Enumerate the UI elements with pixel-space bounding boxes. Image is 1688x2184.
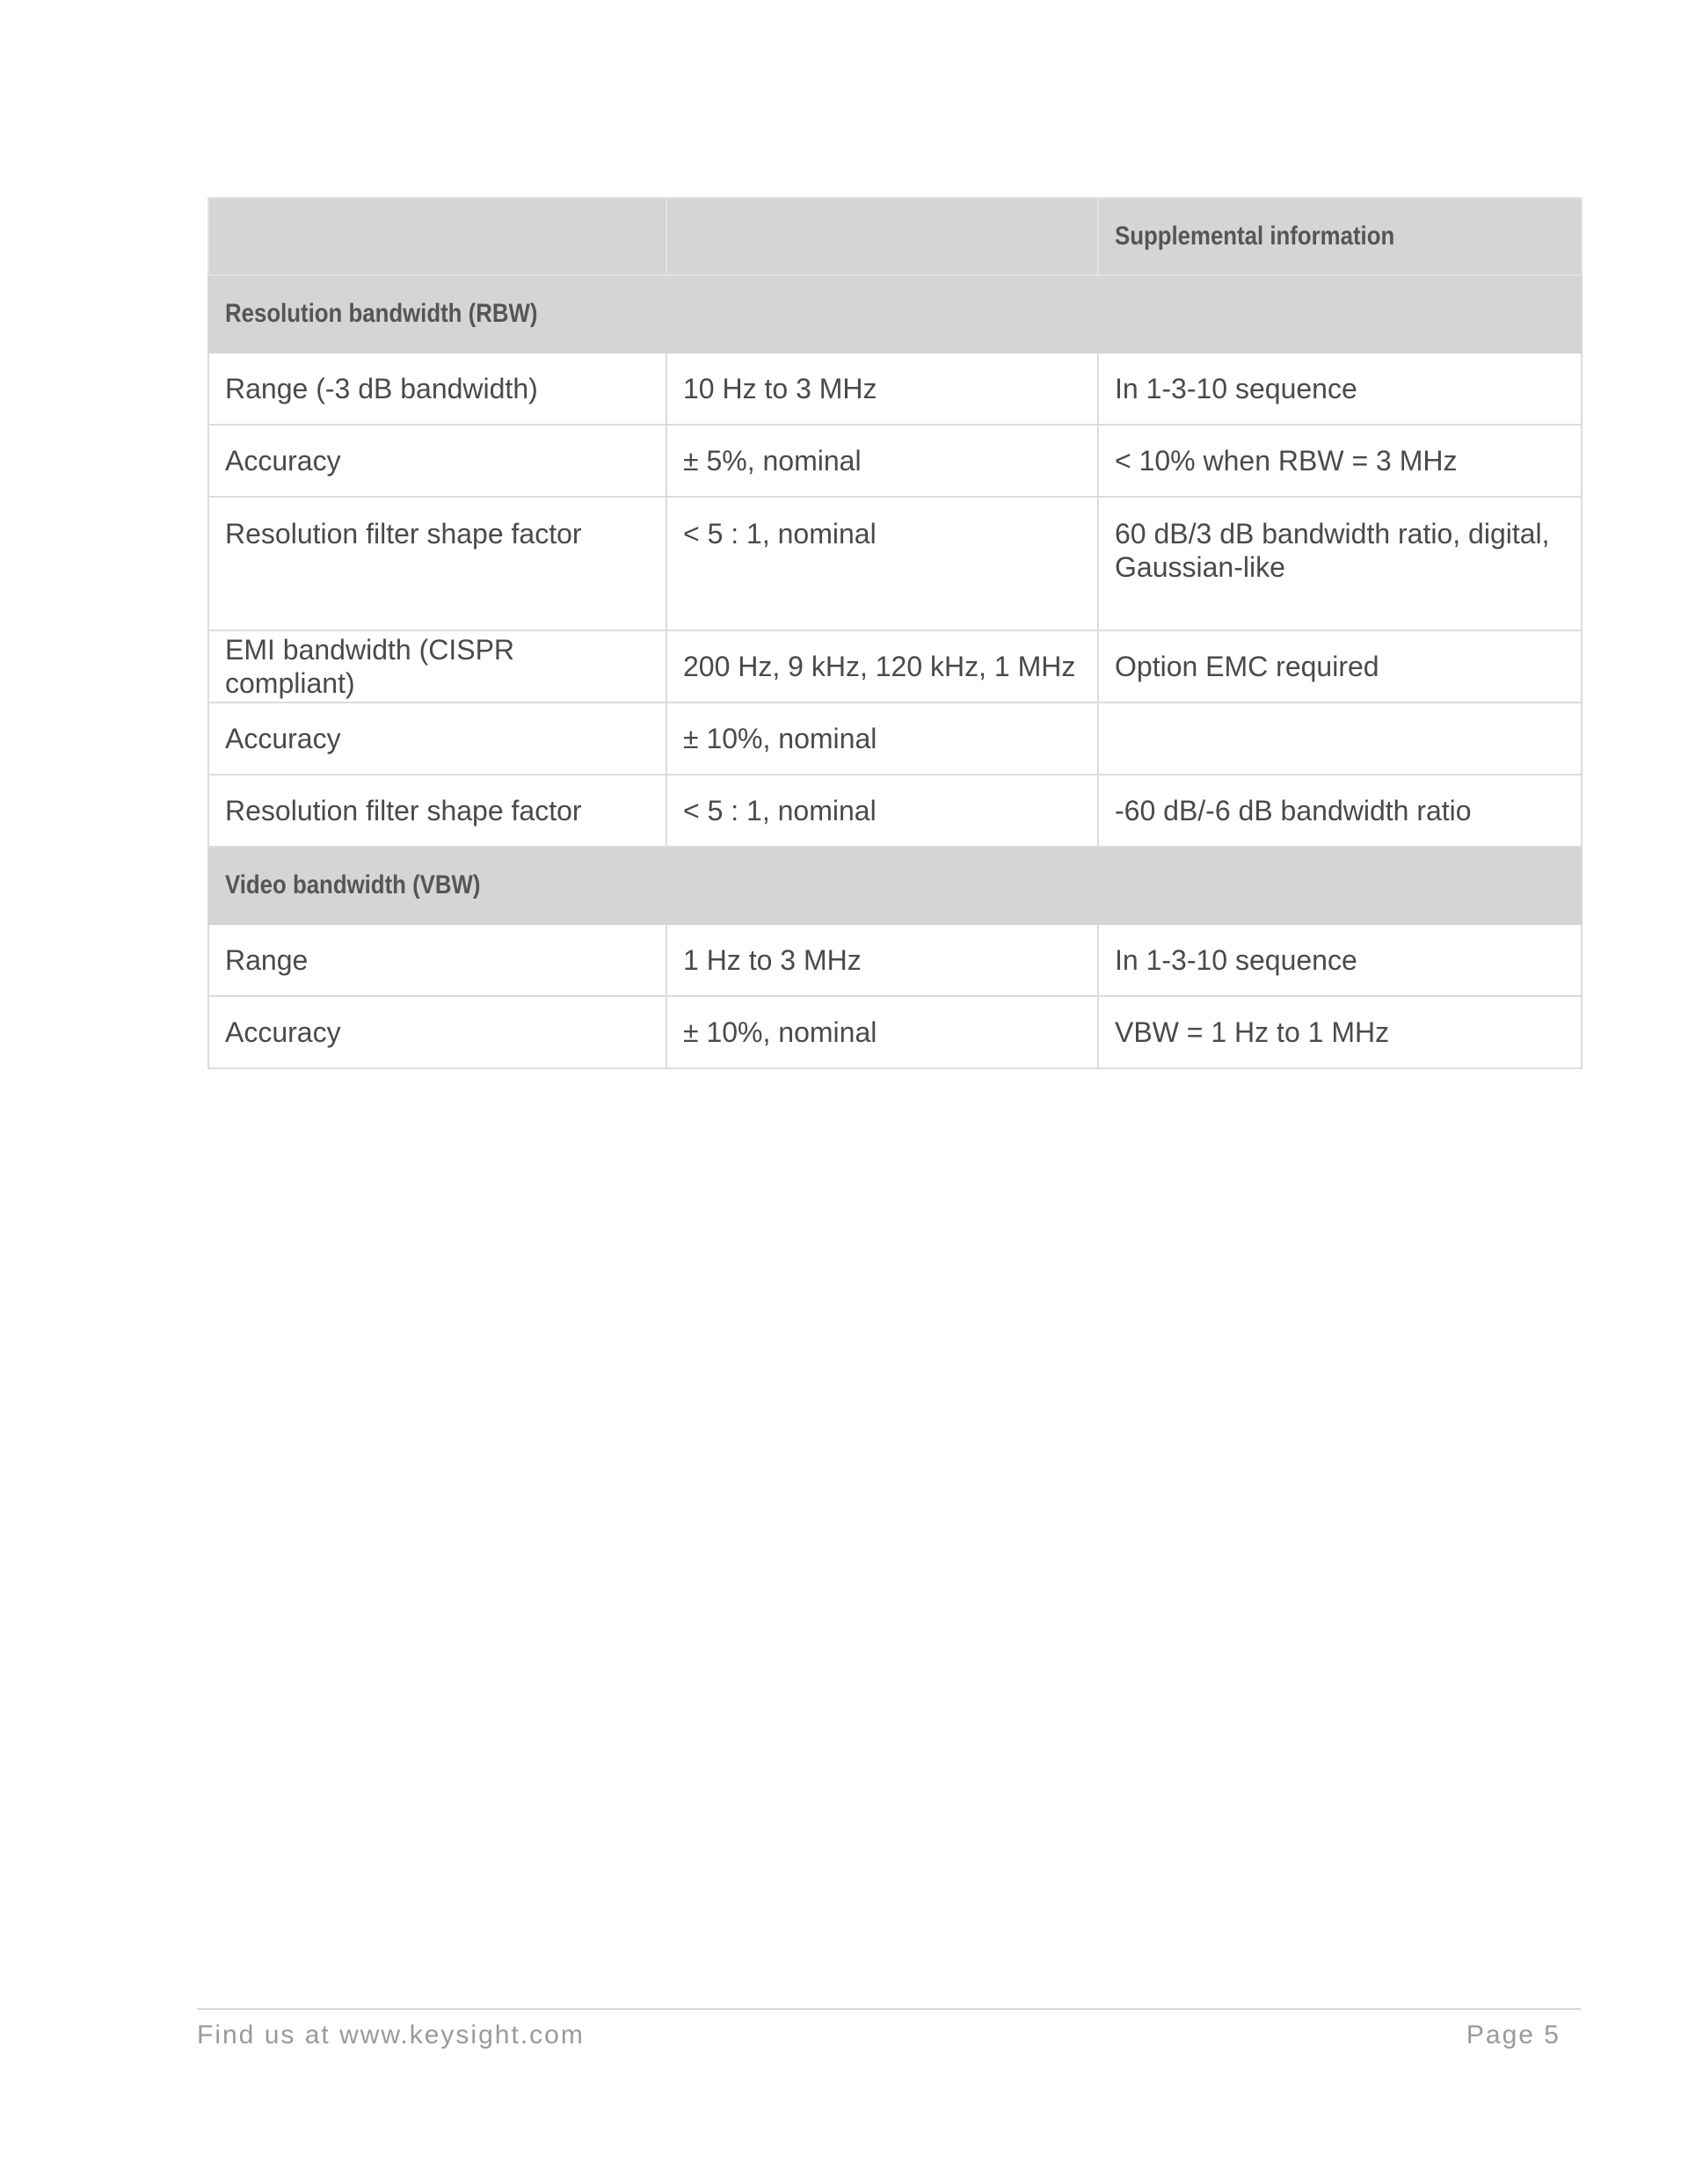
value-cell: 200 Hz, 9 kHz, 120 kHz, 1 MHz — [666, 630, 1098, 703]
footer-divider — [197, 2008, 1581, 2010]
parameter-cell: Resolution filter shape factor — [208, 497, 666, 630]
header-cell — [208, 198, 666, 275]
value-cell: ± 10%, nominal — [666, 996, 1098, 1068]
table-row — [208, 497, 1582, 630]
parameter-cell: Accuracy — [208, 996, 666, 1068]
footer-website-link[interactable]: Find us at www.keysight.com — [197, 2020, 585, 2049]
value-cell: ± 10%, nominal — [666, 703, 1098, 775]
parameter-cell: EMI bandwidth (CISPR compliant) — [208, 630, 666, 703]
supplemental-cell — [1098, 703, 1582, 775]
table-row — [208, 425, 1582, 497]
table-row — [208, 924, 1582, 996]
supplemental-cell: < 10% when RBW = 3 MHz — [1098, 425, 1582, 497]
header-cell — [666, 198, 1098, 275]
table-row — [208, 703, 1582, 775]
supplemental-cell: Option EMC required — [1098, 630, 1582, 703]
parameter-cell: Resolution filter shape factor — [208, 775, 666, 847]
table-row — [208, 353, 1582, 425]
table-header-row — [208, 198, 1582, 275]
section-row-vbw — [208, 847, 1582, 924]
parameter-cell: Accuracy — [208, 703, 666, 775]
table-row — [208, 775, 1582, 847]
page-number: Page 5 — [1466, 2020, 1561, 2049]
value-cell: 1 Hz to 3 MHz — [666, 924, 1098, 996]
supplemental-cell: 60 dB/3 dB bandwidth ratio, digital, Gaussian-like — [1098, 497, 1582, 630]
supplemental-cell: -60 dB/-6 dB bandwidth ratio — [1098, 775, 1582, 847]
supplemental-cell: VBW = 1 Hz to 1 MHz — [1098, 996, 1582, 1068]
section-title: Resolution bandwidth (RBW) — [208, 275, 1582, 353]
table-row — [208, 630, 1582, 703]
value-cell: < 5 : 1, nominal — [666, 775, 1098, 847]
supplemental-cell: In 1-3-10 sequence — [1098, 924, 1582, 996]
section-row-rbw — [208, 275, 1582, 353]
supplemental-information-label: Supplemental information — [1115, 222, 1395, 251]
parameter-cell: Accuracy — [208, 425, 666, 497]
value-cell: ± 5%, nominal — [666, 425, 1098, 497]
supplemental-cell: In 1-3-10 sequence — [1098, 353, 1582, 425]
section-title: Video bandwidth (VBW) — [208, 847, 1582, 924]
parameter-cell: Range — [208, 924, 666, 996]
value-cell: 10 Hz to 3 MHz — [666, 353, 1098, 425]
value-cell: < 5 : 1, nominal — [666, 497, 1098, 630]
parameter-cell: Range (-3 dB bandwidth) — [208, 353, 666, 425]
table-row — [208, 996, 1582, 1068]
specifications-table — [207, 197, 1582, 1069]
header-cell-supplemental — [1098, 198, 1582, 275]
